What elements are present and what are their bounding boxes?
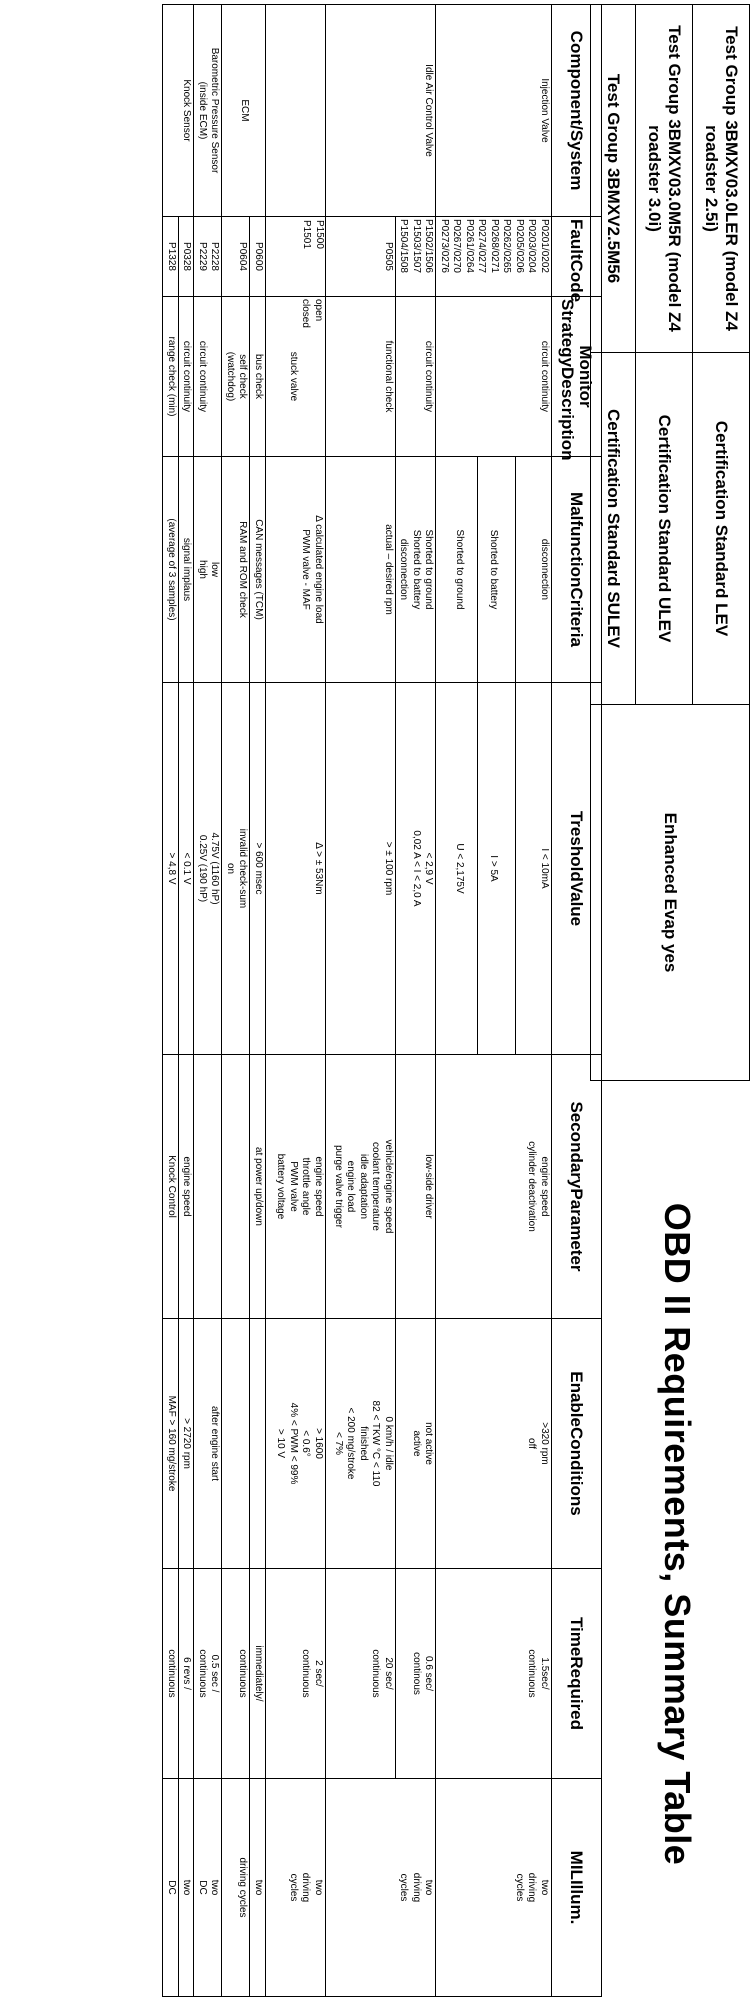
criteria-average: (average of 3 samples) <box>163 457 179 683</box>
component-barometric-sensor: Barometric Pressure Sensor (inside ECM) <box>194 5 222 217</box>
enable-stuck-valve: > 1600 < 0.6° 4% < PWM < 99% > 10 V <box>266 1319 326 1569</box>
summary-table <box>551 4 602 1997</box>
test-group-code: 3BMXV03.0LER <box>722 120 741 246</box>
secondary-engine-speed: engine speed <box>179 1055 195 1319</box>
column-header: SecondaryParameter <box>552 1055 602 1319</box>
criteria-injection <box>436 457 552 683</box>
certification-standard-label: Certification Standard <box>655 414 674 593</box>
threshold-check-sum: invalid check-sum on <box>222 683 250 1055</box>
fault-codes-idle-air: P1502/1506 P1503/1507 P1504/1508 <box>396 217 437 297</box>
enable-knock-maf: MAF > 160 mg/stroke <box>163 1319 179 1569</box>
enable-injection: >320 rpm off <box>436 1319 552 1569</box>
stuck-valve-label: stuck valve <box>288 351 299 402</box>
secondary-knock-control: Knock Control <box>163 1055 179 1319</box>
table-row-injection-valve <box>436 5 552 1997</box>
column-header: MalfunctionCriteria <box>552 457 602 683</box>
threshold-knock-high: > 4,8 V <box>163 683 179 1055</box>
fault-code-p0328: P0328 <box>179 217 195 297</box>
criteria-shorted-ground: Shorted to ground <box>454 529 465 610</box>
criteria-idle-air: Shorted to ground Shorted to battery disconnection <box>396 457 437 683</box>
mil-barometric: two DC <box>194 1779 222 1997</box>
table-row-stuck-valve <box>266 5 326 1997</box>
mil-knock-two: two <box>179 1779 195 1997</box>
mil-stuck-valve: two driving cycles <box>266 1779 326 1997</box>
fault-codes-stuck-valve <box>266 217 326 297</box>
mil-ecm-bus: two <box>250 1779 266 1997</box>
test-group-table <box>590 4 750 1081</box>
time-knock-continuous: continuous <box>163 1569 179 1779</box>
certification-standard-label: Certification Standard <box>604 408 623 587</box>
description-idle-air: circuit continuity <box>396 297 437 457</box>
column-header: MILIllum. <box>552 1779 602 1997</box>
secondary-stuck-valve: engine speed throttle angle PWM valve battery voltage <box>266 1055 326 1319</box>
enable-functional-check: 0 km/h / idle 82 < TKW °C < 110 finished < 200 mg/stroke < 7% <box>326 1319 396 1569</box>
table-row-idle-air-functional <box>326 5 396 1997</box>
secondary-injection: engine speed cylinder deactivation <box>436 1055 552 1319</box>
time-knock-revs: 6 revs / <box>179 1569 195 1779</box>
mode-open: open <box>313 299 324 322</box>
threshold-injection <box>436 683 552 1055</box>
enable-ecm-bus <box>250 1319 266 1569</box>
criteria-shorted-battery: Shorted to battery <box>477 457 515 682</box>
criteria-can-messages: CAN messages (TCM) <box>250 457 266 683</box>
description-bus-check: bus check <box>250 297 266 457</box>
criteria-functional-check: actual – desired rpm <box>326 457 396 683</box>
column-header: TimeRequired <box>552 1569 602 1779</box>
table-row-barometric <box>194 5 222 1997</box>
time-barometric: 0.5 sec / continuous <box>194 1569 222 1779</box>
test-group-code: 3BMXV2.5M56 <box>604 167 623 284</box>
column-header-row <box>552 5 602 1997</box>
time-immediately: immediately/ <box>250 1569 266 1779</box>
component-empty <box>266 5 326 217</box>
fault-code-p0505: P0505 <box>326 217 396 297</box>
secondary-power-up: at power up/down <box>250 1055 266 1319</box>
time-idle-air: 0.6 sec/ continous <box>396 1569 437 1779</box>
table-row-idle-air-circuit <box>396 5 437 1997</box>
enable-ecm-self <box>222 1319 250 1569</box>
criteria-stuck-valve: Δ calculated engine load PWM valve - MAF <box>266 457 326 683</box>
stuck-valve-open-row <box>313 217 326 296</box>
time-injection: 1.5sec/ continuous <box>436 1569 552 1779</box>
fault-codes-barometric: P2228 P2229 <box>194 217 222 297</box>
threshold-knock-low: < 0.1 V <box>179 683 195 1055</box>
test-group-label: Test Group <box>722 26 741 116</box>
enhanced-evap-label: Enhanced Evap <box>661 812 680 940</box>
test-group-model: (model Z4 roadster 3.0i) <box>645 125 684 332</box>
table-row-knock-range <box>163 5 179 1997</box>
component-ecm: ECM <box>222 5 266 217</box>
column-header: Component/System <box>552 5 602 217</box>
mil-idle-air: two driving cycles <box>326 1779 437 1997</box>
threshold-barometric: 4.75V (1160 hP) 0.25V (190 hP) <box>194 683 222 1055</box>
obd-summary-sheet <box>10 4 750 1996</box>
threshold-disconnection: I < 10mA <box>515 683 551 1054</box>
description-functional-check: functional check <box>326 297 396 457</box>
column-header: TresholdValue <box>552 683 602 1055</box>
mode-closed: closed <box>300 299 312 328</box>
threshold-functional-check: > ± 100 rpm <box>326 683 396 1055</box>
criteria-disconnection: disconnection <box>515 457 551 682</box>
test-group-model: (model Z4 roadster 2.5i) <box>702 125 741 331</box>
table-row-ecm-self <box>222 5 250 1997</box>
description-barometric: circuit continuity <box>194 297 222 457</box>
certification-standard-cell <box>636 353 693 705</box>
certification-standard-value: SULEV <box>604 591 623 648</box>
criteria-barometric: low high <box>194 457 222 683</box>
page-title: OBD II Requirements, Summary Table <box>657 1202 698 1866</box>
fault-code-p1328: P1328 <box>163 217 179 297</box>
certification-standard-cell <box>693 353 750 705</box>
description-injection: circuit continuity <box>436 297 552 457</box>
fault-code-p1501: P1501 <box>301 220 313 249</box>
time-stuck-valve: 2 sec/ continuous <box>266 1569 326 1779</box>
mil-injection: two driving cycles <box>436 1779 552 1997</box>
enable-idle-air: not active active <box>396 1319 437 1569</box>
secondary-idle-air: low-side driver <box>396 1055 437 1319</box>
enable-knock-rpm: > 2720 rpm <box>179 1319 195 1569</box>
test-group-code: 3BMXV03.0M5R <box>665 119 684 247</box>
criteria-ram-rom: RAM and ROM check <box>222 457 250 683</box>
threshold-idle-air: < 2,9 V 0,02 A < I < 2,0 A <box>396 683 437 1055</box>
test-group-cell <box>693 5 750 353</box>
description-knock-range: range check (min) <box>163 297 179 457</box>
enable-barometric: after engine start <box>194 1319 222 1569</box>
fault-code-p0600: P0600 <box>250 217 266 297</box>
threshold-shorted-battery: I > 5A <box>477 683 515 1054</box>
stuck-valve-closed-row <box>300 217 313 296</box>
description-self-check: self check (watchdog) <box>222 297 250 457</box>
enhanced-evap-value: yes <box>661 943 680 973</box>
fault-code-p0604: P0604 <box>222 217 250 297</box>
fault-codes-injection: P0201/0202 P0203/0204 P0205/0206 P0262/0265 P0268/0271 P0274/0277 P0261/0264 P0267/0270 P0273/0276 <box>436 217 552 297</box>
summary-table-body <box>163 4 553 1997</box>
certification-standard-label: Certification Standard <box>712 420 731 599</box>
certification-standard-value: LEV <box>712 603 731 637</box>
threshold-shorted-ground: U < 2,175V <box>454 843 465 894</box>
secondary-ecm-self <box>222 1055 250 1319</box>
enhanced-evap-cell <box>591 705 750 1081</box>
component-injection-valve: Injection Valve <box>436 5 552 217</box>
criteria-signal-implaus: signal implaus <box>179 457 195 683</box>
description-knock-circuit: circuit continuity <box>179 297 195 457</box>
threshold-can-messages: > 600 msec <box>250 683 266 1055</box>
mil-knock-dc: DC <box>163 1779 179 1997</box>
time-ecm-self: continuous <box>222 1569 250 1779</box>
component-knock-sensor: Knock Sensor <box>163 5 194 217</box>
certification-standard-value: ULEV <box>655 596 674 643</box>
secondary-functional-check: vehicle/engine speed coolant temperature idle adaptation engine load purge valve trigger <box>326 1055 396 1319</box>
time-functional-check: 20 sec/ continuous <box>326 1569 396 1779</box>
test-group-label: Test Group <box>604 73 623 164</box>
component-idle-air-control-valve: Idle Air Control Valve <box>326 5 437 217</box>
column-header: EnableConditions <box>552 1319 602 1569</box>
mil-ecm-self: driving cycles <box>222 1779 250 1997</box>
fault-code-p1500: P1500 <box>314 220 325 249</box>
description-stuck-valve <box>266 297 326 457</box>
column-header: FaultCode <box>552 217 602 297</box>
test-group-row-lev <box>693 5 750 1081</box>
table-row-knock-circuit <box>179 5 195 1997</box>
column-header: Monitor StrategyDescription <box>552 297 602 457</box>
test-group-cell <box>636 5 693 353</box>
secondary-barometric <box>194 1055 222 1319</box>
test-group-label: Test Group <box>665 25 684 115</box>
table-row-ecm-bus <box>250 5 266 1997</box>
threshold-stuck-valve: Δ > ± 53Nm <box>266 683 326 1055</box>
